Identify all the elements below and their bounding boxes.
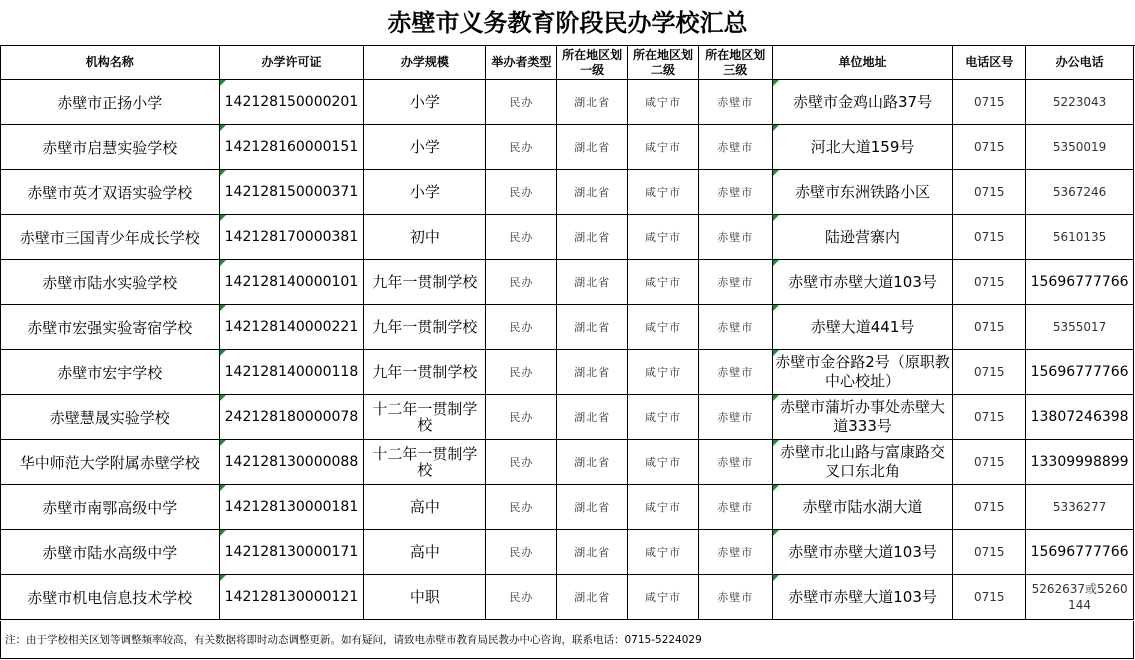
cell-sponsor-type[interactable]: 民办 xyxy=(486,530,557,575)
schools-table xyxy=(0,45,1134,620)
cell-region2[interactable]: 咸宁市 xyxy=(628,485,699,530)
cell-phone[interactable]: 13807246398 xyxy=(1026,395,1134,440)
cell-address[interactable]: 赤壁市北山路与富康路交叉口东北角 xyxy=(772,440,953,485)
header-scale[interactable]: 办学规模 xyxy=(364,46,486,80)
table-row xyxy=(1,575,1134,620)
cell-sponsor-type[interactable]: 民办 xyxy=(486,395,557,440)
cell-region2[interactable]: 咸宁市 xyxy=(628,260,699,305)
cell-phone[interactable]: 15696777766 xyxy=(1026,260,1134,305)
table-row xyxy=(1,485,1134,530)
cell-region1[interactable]: 湖北省 xyxy=(557,530,628,575)
cell-region1[interactable]: 湖北省 xyxy=(557,170,628,215)
cell-scale[interactable]: 九年一贯制学校 xyxy=(364,260,486,305)
cell-region2[interactable]: 咸宁市 xyxy=(628,530,699,575)
cell-name[interactable]: 赤壁市陆水高级中学 xyxy=(1,530,220,575)
cell-license[interactable]: 142128160000151 xyxy=(219,125,364,170)
table-row xyxy=(1,305,1134,350)
cell-license[interactable]: 142128140000221 xyxy=(219,305,364,350)
cell-scale[interactable]: 九年一贯制学校 xyxy=(364,350,486,395)
cell-license[interactable]: 142128140000118 xyxy=(219,350,364,395)
cell-phone[interactable]: 5223043 xyxy=(1026,80,1134,125)
header-name[interactable]: 机构名称 xyxy=(1,46,220,80)
header-row xyxy=(1,46,1134,80)
cell-address[interactable]: 河北大道159号 xyxy=(772,125,953,170)
cell-region2[interactable]: 咸宁市 xyxy=(628,350,699,395)
header-region3[interactable]: 所在地区划三级 xyxy=(698,46,772,80)
header-region2[interactable]: 所在地区划二级 xyxy=(628,46,699,80)
table-row xyxy=(1,215,1134,260)
cell-area-code[interactable]: 0715 xyxy=(953,530,1026,575)
cell-area-code[interactable]: 0715 xyxy=(953,80,1026,125)
cell-region3[interactable]: 赤壁市 xyxy=(698,305,772,350)
cell-region1[interactable]: 湖北省 xyxy=(557,305,628,350)
cell-phone[interactable]: 5262637或5260144 xyxy=(1026,575,1134,620)
cell-address[interactable]: 赤壁市蒲圻办事处赤壁大道333号 xyxy=(772,395,953,440)
cell-name[interactable]: 赤壁慧晟实验学校 xyxy=(1,395,220,440)
header-phone[interactable]: 办公电话 xyxy=(1026,46,1134,80)
cell-name[interactable]: 华中师范大学附属赤壁学校 xyxy=(1,440,220,485)
cell-region3[interactable]: 赤壁市 xyxy=(698,530,772,575)
cell-region3[interactable]: 赤壁市 xyxy=(698,80,772,125)
cell-region3[interactable]: 赤壁市 xyxy=(698,260,772,305)
cell-region3[interactable]: 赤壁市 xyxy=(698,125,772,170)
cell-address[interactable]: 赤壁市陆水湖大道 xyxy=(772,485,953,530)
header-region1[interactable]: 所在地区划一级 xyxy=(557,46,628,80)
cell-name[interactable]: 赤壁市宏宇学校 xyxy=(1,350,220,395)
table-row xyxy=(1,260,1134,305)
cell-sponsor-type[interactable]: 民办 xyxy=(486,260,557,305)
cell-region2[interactable]: 咸宁市 xyxy=(628,215,699,260)
cell-sponsor-type[interactable]: 民办 xyxy=(486,215,557,260)
cell-phone[interactable]: 13309998899 xyxy=(1026,440,1134,485)
cell-scale[interactable]: 初中 xyxy=(364,215,486,260)
cell-area-code[interactable]: 0715 xyxy=(953,260,1026,305)
cell-name[interactable]: 赤壁市正扬小学 xyxy=(1,80,220,125)
cell-region3[interactable]: 赤壁市 xyxy=(698,575,772,620)
cell-address[interactable]: 赤壁市金谷路2号（原职教中心校址） xyxy=(772,350,953,395)
cell-area-code[interactable]: 0715 xyxy=(953,305,1026,350)
cell-region1[interactable]: 湖北省 xyxy=(557,440,628,485)
cell-license[interactable]: 142128130000121 xyxy=(219,575,364,620)
cell-address[interactable]: 赤壁市赤壁大道103号 xyxy=(772,260,953,305)
cell-region2[interactable]: 咸宁市 xyxy=(628,125,699,170)
header-sponsor-type[interactable]: 举办者类型 xyxy=(486,46,557,80)
cell-sponsor-type[interactable]: 民办 xyxy=(486,485,557,530)
cell-sponsor-type[interactable]: 民办 xyxy=(486,575,557,620)
cell-region1[interactable]: 湖北省 xyxy=(557,125,628,170)
header-address[interactable]: 单位地址 xyxy=(772,46,953,80)
cell-scale[interactable]: 小学 xyxy=(364,125,486,170)
cell-phone[interactable]: 15696777766 xyxy=(1026,350,1134,395)
cell-region2[interactable]: 咸宁市 xyxy=(628,305,699,350)
cell-area-code[interactable]: 0715 xyxy=(953,395,1026,440)
cell-sponsor-type[interactable]: 民办 xyxy=(486,170,557,215)
table-row xyxy=(1,125,1134,170)
footnote: 注：由于学校相关区划等调整频率较高，有关数据将即时动态调整更新。如有疑问，请致电赤壁市教育局民教办中心咨询，联系电话：0715-5224029 xyxy=(0,621,1134,659)
cell-address[interactable]: 赤壁市赤壁大道103号 xyxy=(772,530,953,575)
cell-sponsor-type[interactable]: 民办 xyxy=(486,305,557,350)
cell-sponsor-type[interactable]: 民办 xyxy=(486,440,557,485)
cell-region1[interactable]: 湖北省 xyxy=(557,575,628,620)
cell-license[interactable]: 142128130000088 xyxy=(219,440,364,485)
cell-sponsor-type[interactable]: 民办 xyxy=(486,80,557,125)
cell-phone[interactable]: 5610135 xyxy=(1026,215,1134,260)
cell-area-code[interactable]: 0715 xyxy=(953,575,1026,620)
cell-license[interactable]: 142128150000201 xyxy=(219,80,364,125)
cell-scale[interactable]: 小学 xyxy=(364,80,486,125)
cell-phone[interactable]: 15696777766 xyxy=(1026,530,1134,575)
cell-region1[interactable]: 湖北省 xyxy=(557,485,628,530)
cell-phone[interactable]: 5367246 xyxy=(1026,170,1134,215)
cell-region1[interactable]: 湖北省 xyxy=(557,350,628,395)
cell-area-code[interactable]: 0715 xyxy=(953,485,1026,530)
cell-name[interactable]: 赤壁市南鄂高级中学 xyxy=(1,485,220,530)
cell-scale[interactable]: 高中 xyxy=(364,530,486,575)
cell-name[interactable]: 赤壁市英才双语实验学校 xyxy=(1,170,220,215)
cell-address[interactable]: 赤壁市金鸡山路37号 xyxy=(772,80,953,125)
cell-phone[interactable]: 5355017 xyxy=(1026,305,1134,350)
cell-region3[interactable]: 赤壁市 xyxy=(698,215,772,260)
cell-scale[interactable]: 小学 xyxy=(364,170,486,215)
cell-phone[interactable]: 5336277 xyxy=(1026,485,1134,530)
cell-area-code[interactable]: 0715 xyxy=(953,125,1026,170)
cell-area-code[interactable]: 0715 xyxy=(953,440,1026,485)
cell-license[interactable]: 242128180000078 xyxy=(219,395,364,440)
cell-region2[interactable]: 咸宁市 xyxy=(628,170,699,215)
cell-region3[interactable]: 赤壁市 xyxy=(698,350,772,395)
cell-region2[interactable]: 咸宁市 xyxy=(628,80,699,125)
cell-region1[interactable]: 湖北省 xyxy=(557,215,628,260)
cell-sponsor-type[interactable]: 民办 xyxy=(486,125,557,170)
cell-address[interactable]: 赤壁市赤壁大道103号 xyxy=(772,575,953,620)
cell-address[interactable]: 赤壁市东洲铁路小区 xyxy=(772,170,953,215)
cell-scale[interactable]: 中职 xyxy=(364,575,486,620)
cell-scale[interactable]: 十二年一贯制学校 xyxy=(364,440,486,485)
table-row xyxy=(1,170,1134,215)
sheet-title: 赤壁市义务教育阶段民办学校汇总 xyxy=(0,0,1135,46)
cell-scale[interactable]: 高中 xyxy=(364,485,486,530)
cell-area-code[interactable]: 0715 xyxy=(953,215,1026,260)
table-row xyxy=(1,530,1134,575)
cell-name[interactable]: 赤壁市三国青少年成长学校 xyxy=(1,215,220,260)
cell-area-code[interactable]: 0715 xyxy=(953,170,1026,215)
cell-address[interactable]: 赤壁大道441号 xyxy=(772,305,953,350)
cell-region2[interactable]: 咸宁市 xyxy=(628,575,699,620)
cell-region3[interactable]: 赤壁市 xyxy=(698,440,772,485)
cell-region1[interactable]: 湖北省 xyxy=(557,80,628,125)
cell-name[interactable]: 赤壁市机电信息技术学校 xyxy=(1,575,220,620)
table-row xyxy=(1,350,1134,395)
cell-region3[interactable]: 赤壁市 xyxy=(698,395,772,440)
cell-license[interactable]: 142128170000381 xyxy=(219,215,364,260)
cell-name[interactable]: 赤壁市宏强实验寄宿学校 xyxy=(1,305,220,350)
cell-license[interactable]: 142128130000181 xyxy=(219,485,364,530)
cell-region1[interactable]: 湖北省 xyxy=(557,395,628,440)
cell-name[interactable]: 赤壁市启慧实验学校 xyxy=(1,125,220,170)
table-row xyxy=(1,395,1134,440)
cell-license[interactable]: 142128130000171 xyxy=(219,530,364,575)
cell-region3[interactable]: 赤壁市 xyxy=(698,170,772,215)
table-row xyxy=(1,440,1134,485)
cell-sponsor-type[interactable]: 民办 xyxy=(486,350,557,395)
header-license[interactable]: 办学许可证 xyxy=(219,46,364,80)
cell-phone[interactable]: 5350019 xyxy=(1026,125,1134,170)
cell-region2[interactable]: 咸宁市 xyxy=(628,395,699,440)
cell-license[interactable]: 142128150000371 xyxy=(219,170,364,215)
cell-scale[interactable]: 十二年一贯制学校 xyxy=(364,395,486,440)
cell-name[interactable]: 赤壁市陆水实验学校 xyxy=(1,260,220,305)
cell-region1[interactable]: 湖北省 xyxy=(557,260,628,305)
cell-scale[interactable]: 九年一贯制学校 xyxy=(364,305,486,350)
cell-license[interactable]: 142128140000101 xyxy=(219,260,364,305)
cell-address[interactable]: 陆逊营寨内 xyxy=(772,215,953,260)
table-row xyxy=(1,80,1134,125)
header-area-code[interactable]: 电话区号 xyxy=(953,46,1026,80)
cell-region2[interactable]: 咸宁市 xyxy=(628,440,699,485)
cell-area-code[interactable]: 0715 xyxy=(953,350,1026,395)
cell-region3[interactable]: 赤壁市 xyxy=(698,485,772,530)
